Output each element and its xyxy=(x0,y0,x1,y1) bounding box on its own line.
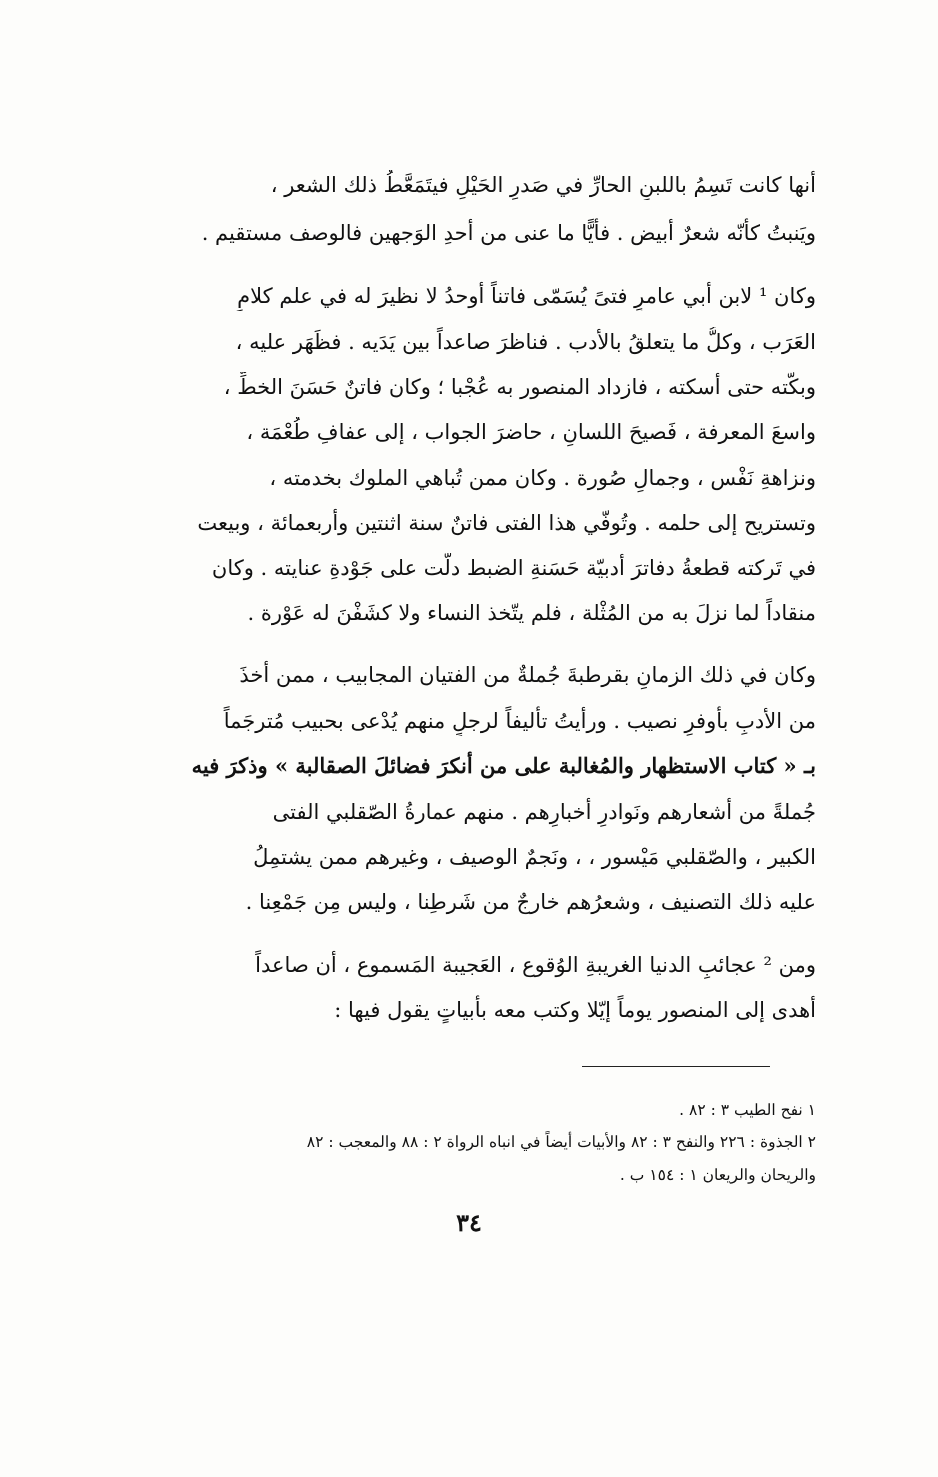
paragraph-2-line-8: منقاداً لما نزلَ به من المُثْلة ، فلم يتّخذ النساء ولا كشَفْنَ له عَوْرة . xyxy=(247,601,816,625)
page-number: ٣٤ xyxy=(456,1208,482,1237)
paragraph-3-line-6: عليه ذلك التصنيف ، وشعرُهم خارجٌ من شَرطِنا ، وليس مِن جَمْعِنا . xyxy=(245,890,816,914)
paragraph-1-line-2: ويَنبتُ كأنّه شعرٌ أبيض . فأيًّا ما عنى من أحدِ الوَجهين فالوصف مستقيم . xyxy=(201,221,816,245)
paragraph-3-line-3-book-title: بـ « كتاب الاستظهار والمُغالبة على من أنكرَ فضائلَ الصقالبة » وذكرَ فيه xyxy=(191,753,816,778)
paragraph-3-line-2: من الأدبِ بأوفرِ نصيب . ورأيتُ تأليفاً لرجلٍ منهم يُدْعى بحبيب مُترجَماً xyxy=(223,709,816,733)
paragraph-4-line-2: أهدى إلى المنصور يوماً إيّلا وكتب معه بأبياتٍ يقول فيها : xyxy=(334,998,816,1022)
paragraph-3-line-5: الكبير ، والصّقلبي مَيْسور ، ، ونَجمٌ الوصيف ، وغيرهم ممن يشتمِلُ xyxy=(253,845,816,869)
paragraph-2-line-6: وتستريح إلى حلمه . وتُوفّي هذا الفتى فاتنٌ سنة اثنتين وأربعمائة ، وبيعت xyxy=(197,511,816,535)
paragraph-3-line-4: جُملةً من أشعارهم ونَوادرِ أخبارِهم . منهم عمارةُ الصّقلبي الفتى xyxy=(272,800,816,824)
paragraph-1-line-1: أنها كانت تَسِمُ باللبنِ الحارِّ في صَدرِ الحَيْلِ فيتَمَعَّطُ ذلك الشعر ، xyxy=(270,173,816,197)
paragraph-4-line-1: ومن ² عجائبِ الدنيا الغريبةِ الوُقوع ، العَجيبة المَسموع ، أن صاعداً xyxy=(255,953,816,977)
paragraph-2-line-5: ونزاهةِ نَفْس ، وجمالِ صُورة . وكان ممن تُباهي الملوك بخدمته ، xyxy=(269,466,816,490)
paragraph-2-line-4: واسعَ المعرفة ، فَصيحَ اللسانِ ، حاضرَ الجواب ، إلى عفافِ طُعْمَة ، xyxy=(246,420,816,444)
paragraph-2-line-1: وكان ¹ لابن أبي عامرٍ فتىً يُسَمّى فاتناً أوحدُ لا نظيرَ له في علم كلامِ xyxy=(237,284,816,308)
paragraph-2-line-2: العَرَب ، وكلُّ ما يتعلقُ بالأدب . فناظرَ صاعداً بين يَدَيه . فظَهَر عليه ، xyxy=(235,330,816,354)
paragraph-3-line-1: وكان في ذلك الزمانِ بقرطبةَ جُملةٌ من الفتيان المجابيب ، ممن أخذَ xyxy=(239,663,816,687)
footnote-1: ١ نفح الطيب ٣ : ٨٢ . xyxy=(679,1101,816,1119)
footnote-2: ٢ الجذوة : ٢٢٦ والنفح ٣ : ٨٢ والأبيات أيضاً في انباه الرواة ٢ : ٨٨ والمعجب : ٨٢ xyxy=(306,1133,816,1151)
footnote-separator xyxy=(582,1066,770,1067)
paragraph-2-line-3: وبكَّته حتى أسكته ، فازداد المنصور به عُجْبا ؛ وكان فاتنٌ حَسَنَ الخطِّ ، xyxy=(223,375,816,399)
paragraph-2-line-7: في تَركته قطعةُ دفاترَ أدبيّة حَسَنةِ الضبط دلّت على جَوْدةِ عنايته . وكان xyxy=(211,556,816,580)
footnote-2-continued: والريحان والريعان ١ : ١٥٤ ب . xyxy=(619,1166,816,1184)
